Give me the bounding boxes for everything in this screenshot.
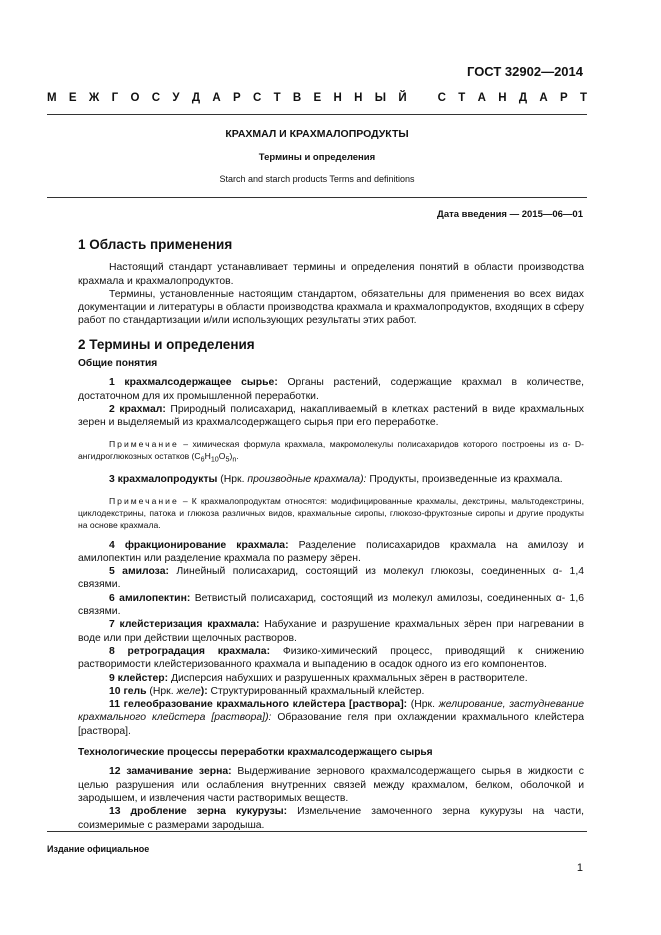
section-1-paragraph-2: Термины, установленные настоящим стандартом, обязательны для применения во всех видах документации и литературы в области производства крахмала и крахмалопродуктов, входящих в сферу работ по стандартизации и/или использующих результаты этих работ. bbox=[78, 288, 584, 327]
english-title: Starch and starch products Terms and definitions bbox=[219, 174, 415, 184]
interstate-letter: Н bbox=[333, 92, 342, 104]
term-8: 8 ретроградация крахмала: Физико-химический процесс, приводящий к снижению растворимости клейстеризованного крахмала и выпадению в осадок одного из его компонентов. bbox=[78, 645, 585, 671]
term-13: 13 дробление зерна кукурузы: Измельчение замоченного зерна кукурузы на части, соизмеримые с размерами зародыша. bbox=[78, 806, 585, 831]
title-divider bbox=[47, 197, 587, 198]
document-subtitle: Термины и определения bbox=[258, 152, 376, 163]
note-1: Примечание – химическая формула крахмала, макромолекулы полисахаридов которого построены из α- D- ангидроглюкозных остатков $(C_6H_{10}O_5)_n$. bbox=[78, 438, 584, 464]
document-title: КРАХМАЛ И КРАХМАЛОПРОДУКТЫ bbox=[225, 128, 409, 140]
term-7: 7 клейстеризация крахмала: Набухание и разрушение крахмальных зёрен при нагревании в воде или при действии щелочных растворов. bbox=[78, 619, 584, 644]
interstate-letter: Й bbox=[398, 92, 407, 104]
note-2: Примечание – К крахмалопродуктам относятся: модифицированные крахмалы, декстрины, мальтодекстрины, циклодекстрины, патока и глюкоза различных видов, крахмальные сиропы, глюкозо-фруктозные сиропы и другие продукты на основе крахмала. bbox=[78, 495, 584, 530]
interstate-letter: Г bbox=[111, 92, 119, 104]
interstate-letter: Д bbox=[518, 92, 528, 104]
interstate-letter: Р bbox=[232, 92, 241, 104]
term-10: 10 гель (Нрк. желе): Структурированный крахмальный клейстер. bbox=[109, 685, 425, 697]
interstate-letter: Д bbox=[191, 92, 201, 104]
term-5: 5 амилоза: Линейный полисахарид, состоящий из молекул глюкозы, соединенных α- 1,4 связями. bbox=[78, 566, 584, 591]
interstate-letter: Р bbox=[559, 92, 568, 104]
interstate-letter: Т bbox=[273, 92, 281, 104]
interstate-letter: О bbox=[130, 92, 140, 104]
term-6: 6 амилопектин: Ветвистый полисахарид, состоящий из молекул амилозы, соединенных α- 1,6 связями. bbox=[78, 592, 584, 618]
term-12: 12 замачивание зерна: Выдерживание зернового крахмалсодержащего сырья в жидкости с целью разрушения или ослабления внутренних связей между крахмалом, белком, оболочкой и зародышем, и извлечения части растворимых веществ. bbox=[78, 766, 584, 804]
interstate-letter: Н bbox=[354, 92, 363, 104]
interstate-letter: Н bbox=[498, 92, 507, 104]
document-body bbox=[78, 238, 584, 832]
interstate-letter: М bbox=[47, 92, 57, 104]
term-3: 3 крахмалопродукты (Нрк. производные крахмала): Продукты, произведенные из крахмала. bbox=[109, 474, 563, 486]
interstate-letter: Ы bbox=[374, 92, 387, 104]
interstate-letter: С bbox=[437, 92, 446, 104]
section-2-heading: 2 Термины и определения bbox=[78, 336, 255, 352]
interstate-letter: С bbox=[151, 92, 161, 104]
interstate-letter: У bbox=[172, 92, 180, 104]
interstate-letter: А bbox=[477, 92, 486, 104]
interstate-letter: А bbox=[539, 92, 548, 104]
general-concepts-heading: Общие понятия bbox=[78, 358, 158, 370]
term-11: 11 гелеобразование крахмального клейстера [раствора]: (Нрк. желирование, застудневание крахмального клейстера [раствора]): Образование геля при охлаждении крахмального клейстера [раствора]. bbox=[78, 699, 584, 737]
interstate-letter: Е bbox=[68, 92, 77, 104]
term-1: 1 крахмалсодержащее сырье: Органы растений, содержащие крахмал в количестве, достаточном для их промышленной переработки. bbox=[78, 377, 584, 402]
interstate-letter: Т bbox=[579, 92, 587, 104]
interstate-letter: С bbox=[252, 92, 262, 104]
introduction-date: Дата введения — 2015—06—01 bbox=[437, 209, 583, 220]
term-4: 4 фракционирование крахмала: Разделение полисахаридов крахмала на амилозу и амилопектин или разделение крахмала по размеру зёрен. bbox=[78, 539, 584, 564]
page-number: 1 bbox=[576, 862, 583, 874]
interstate-letter: В bbox=[292, 92, 302, 104]
section-1-paragraph-1: Настоящий стандарт устанавливает термины и определения понятий в области производства крахмала и крахмалопродуктов. bbox=[78, 262, 584, 287]
standard-number: ГОСТ 32902—2014 bbox=[467, 64, 583, 79]
technological-processes-heading: Технологические процессы переработки крахмалсодержащего сырья bbox=[78, 747, 433, 759]
interstate-letter: Ж bbox=[88, 92, 100, 104]
interstate-letter: А bbox=[212, 92, 221, 104]
interstate-letter: Т bbox=[458, 92, 466, 104]
official-edition-label: Издание официальное bbox=[47, 844, 150, 854]
header-divider bbox=[47, 114, 587, 115]
interstate-letter: Е bbox=[313, 92, 322, 104]
footer-divider bbox=[47, 831, 587, 832]
interstate-standard-banner bbox=[47, 92, 587, 104]
term-2: 2 крахмал: Природный полисахарид, накапливаемый в клетках растений в виде крахмальных зерен и выделяемый из крахмалсодержащего сырья при его переработке. bbox=[78, 403, 584, 429]
interstate-letter bbox=[419, 92, 425, 104]
section-1-heading: 1 Область применения bbox=[78, 237, 233, 252]
term-9: 9 клейстер: Дисперсия набухших и разрушенных крахмальных зёрен в растворителе. bbox=[109, 672, 528, 684]
